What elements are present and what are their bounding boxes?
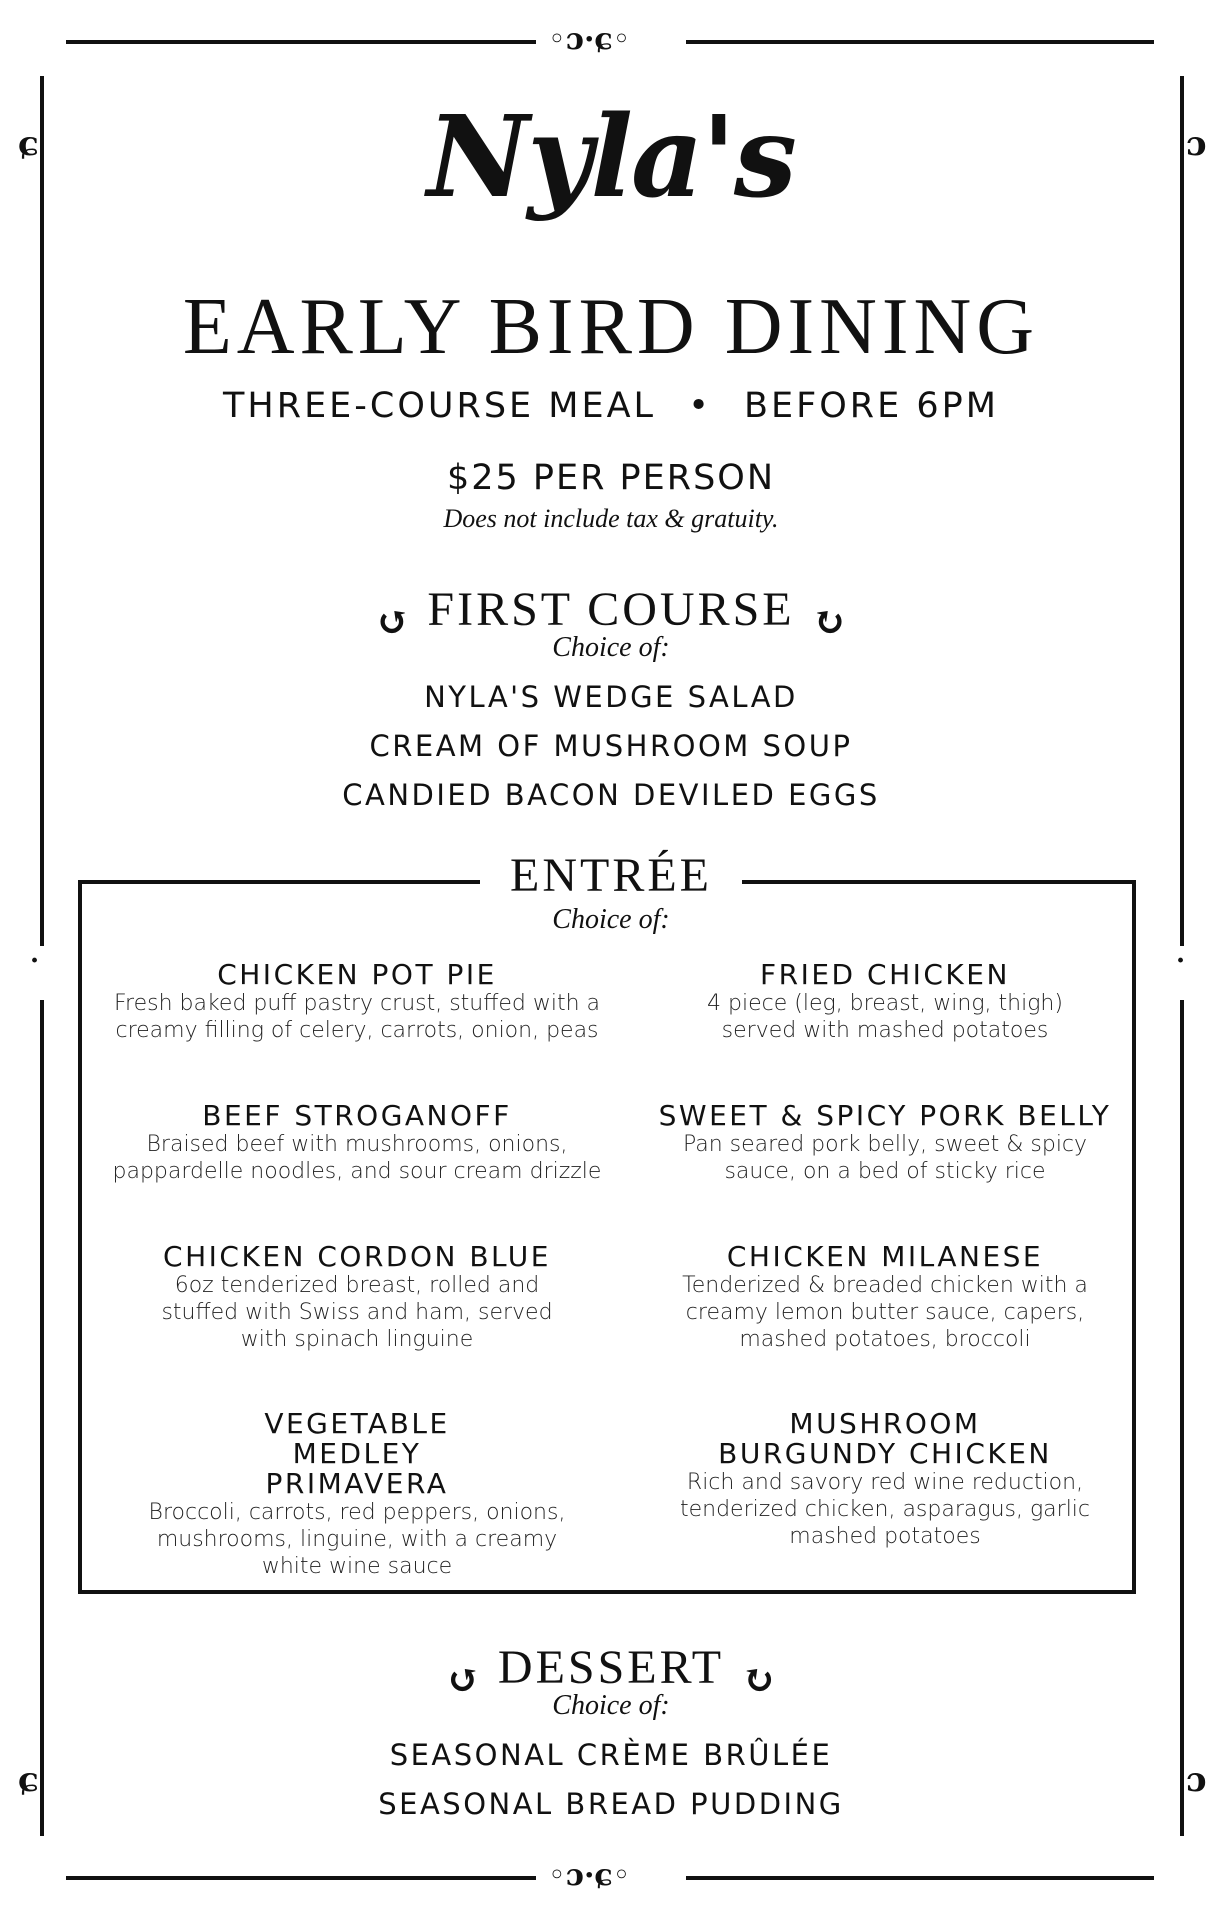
first-course-title: FIRST COURSE [427,583,795,636]
dish-name: CHICKEN MILANESE [726,1240,1044,1273]
dish-name: CHICKEN CORDON BLUE [163,1240,551,1273]
dish-description: Broccoli, carrots, red peppers, onions, mushrooms, linguine, with a creamy white wine sauce [148,1500,566,1579]
left-flourish-bottom: ɕ [18,1760,39,1800]
swirl-right-icon: ↻ [812,597,847,645]
top-border-rule-right [686,40,1154,44]
dish-name: FRIED CHICKEN [760,958,1010,991]
dish-name: VEGETABLE MEDLEY PRIMAVERA [264,1407,450,1500]
dish-description: Fresh baked puff pastry crust, stuffed with a creamy filling of celery, carrots, onion, peas [113,991,601,1043]
bottom-border-rule-right [686,1876,1154,1880]
entree-choice-label: Choice of: [552,904,670,935]
dish-name: MUSHROOM BURGUNDY CHICKEN [718,1407,1052,1470]
bottom-border-rule-left [66,1876,536,1880]
restaurant-logo: Nyla's [427,92,795,223]
entree-heading [480,848,742,903]
entree-dish [620,1242,1150,1353]
entree-dish [620,1101,1150,1185]
first-course-item: CANDIED BACON DEVILED EGGS [342,778,880,812]
entree-dish [620,960,1150,1044]
dessert-choice-label: Choice of: [552,1690,670,1721]
subtitle-time: BEFORE 6PM [744,386,999,426]
left-flourish-mid: · [30,946,40,976]
swirl-left-icon: ↺ [375,597,410,645]
first-course-item: NYLA'S WEDGE SALAD [424,680,798,714]
price: $25 PER PERSON [446,458,776,498]
dish-name: BEEF STROGANOFF [202,1099,512,1132]
entree-dish [92,960,622,1044]
top-border-rule-left [66,40,536,44]
dish-description: Rich and savory red wine reduction, tenderized chicken, asparagus, garlic mashed potatoes [679,1470,1091,1549]
entree-dish [92,1242,622,1353]
subtitle [0,386,1222,426]
swirl-left-icon: ↺ [446,1655,480,1703]
dish-description: 4 piece (leg, breast, wing, thigh) served with mashed potatoes [707,991,1063,1043]
dish-description: Tenderized & breaded chicken with a creamy lemon butter sauce, capers, mashed potatoes, broccoli [682,1273,1088,1352]
entree-dish [92,1409,622,1580]
dish-description: Pan seared pork belly, sweet & spicy sauce, on a bed of sticky rice [682,1132,1088,1184]
dessert-item: SEASONAL CRÈME BRÛLÉE [389,1738,833,1772]
first-course-choice-label: Choice of: [552,632,670,663]
top-ornament: ◦ɔ·ɕ◦ [548,22,631,57]
page-title: EARLY BIRD DINING [182,283,1040,371]
entree-dish [92,1101,622,1185]
dish-name: CHICKEN POT PIE [217,958,497,991]
first-course-item: CREAM OF MUSHROOM SOUP [369,729,853,763]
bottom-ornament: ◦ɔ·ɕ◦ [548,1858,631,1893]
dish-description: Braised beef with mushrooms, onions, pappardelle noodles, and sour cream drizzle [112,1132,602,1184]
left-flourish-top: ɕ [18,124,39,164]
subtitle-separator: • [688,386,712,426]
price-note: Does not include tax & gratuity. [443,504,779,533]
dessert-item: SEASONAL BREAD PUDDING [378,1787,844,1821]
right-flourish-top: ɔ [1186,124,1207,164]
right-flourish-mid: · [1176,946,1186,976]
subtitle-meal: THREE-COURSE MEAL [223,386,657,426]
entree-title: ENTRÉE [510,849,712,902]
entree-dish [620,1409,1150,1550]
dish-name: SWEET & SPICY PORK BELLY [658,1099,1112,1132]
dessert-title: DESSERT [497,1641,725,1694]
swirl-right-icon: ↻ [742,1655,776,1703]
right-flourish-bottom: ɔ [1186,1760,1207,1800]
dish-description: 6oz tenderized breast, rolled and stuffed with Swiss and ham, served with spinach linguine [161,1273,553,1352]
